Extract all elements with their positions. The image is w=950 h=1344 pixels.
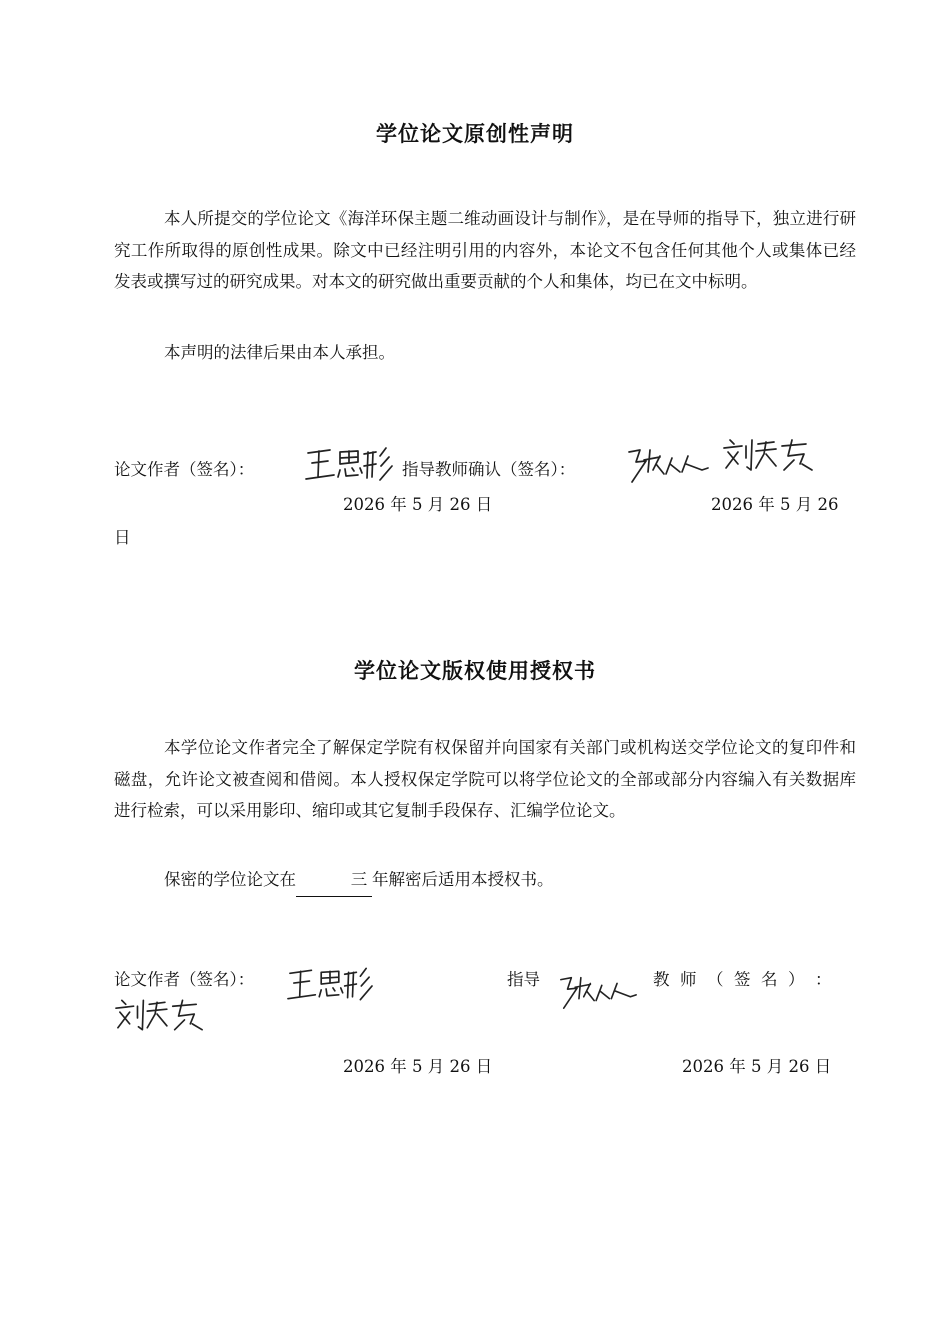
authorization-title: 学位论文版权使用授权书	[354, 659, 596, 683]
authorization-advisor-date: 2026 年 5 月 26 日	[682, 1057, 832, 1076]
declaration-paragraph-1: 本人所提交的学位论文《海洋环保主题二维动画设计与制作》，是在导师的指导下，独立进行研究工作所取得的原创性成果。除文中已经注明引用的内容外，本论文不包含任何其他个人或集体已经发表或撰写过的研究成果。对本文的研究做出重要贡献的个人和集体，均已在文中标明。	[114, 209, 856, 291]
declaration-paragraph-2: 本声明的法律后果由本人承担。	[164, 343, 395, 362]
authorization-paragraph-1: 本学位论文作者完全了解保定学院有权保留并向国家有关部门或机构送交学位论文的复印件和磁盘，允许论文被查阅和借阅。本人授权保定学院可以将学位论文的全部或部分内容编入有关数据库进行检索，可以采用影印、缩印或其它复制手段保存、汇编学位论文。	[114, 738, 856, 820]
confidential-years-blank: 三	[296, 864, 372, 897]
confidential-text-before: 保密的学位论文在	[164, 870, 296, 889]
confidential-text-after: 年解密后适用本授权书。	[372, 870, 554, 889]
author-signature	[304, 444, 394, 486]
advisor-signature	[626, 442, 710, 488]
declaration-author-date: 2026 年 5 月 26 日	[343, 495, 493, 514]
authorization-advisor-label-part1: 指导	[507, 970, 540, 989]
declaration-advisor-label: 指导教师确认（签名）：	[402, 460, 576, 479]
declaration-author-label: 论文作者（签名）：	[114, 460, 255, 479]
declaration-title: 学位论文原创性声明	[376, 122, 574, 146]
authorization-paragraph-2	[114, 864, 856, 897]
authorization-author-date: 2026 年 5 月 26 日	[343, 1057, 493, 1076]
declaration-advisor-date: 2026 年 5 月 26	[711, 495, 839, 514]
declaration-advisor-date-wrap: 日	[114, 528, 131, 547]
authorization-author-label: 论文作者（签名）：	[114, 970, 255, 989]
authorization-advisor-signature	[558, 970, 638, 1014]
authorization-advisor-label-part2: 教 师 （ 签 名 ） ：	[653, 970, 832, 989]
authorization-co-advisor-signature	[114, 996, 206, 1038]
authorization-author-signature	[286, 964, 374, 1006]
co-advisor-signature	[722, 436, 816, 478]
